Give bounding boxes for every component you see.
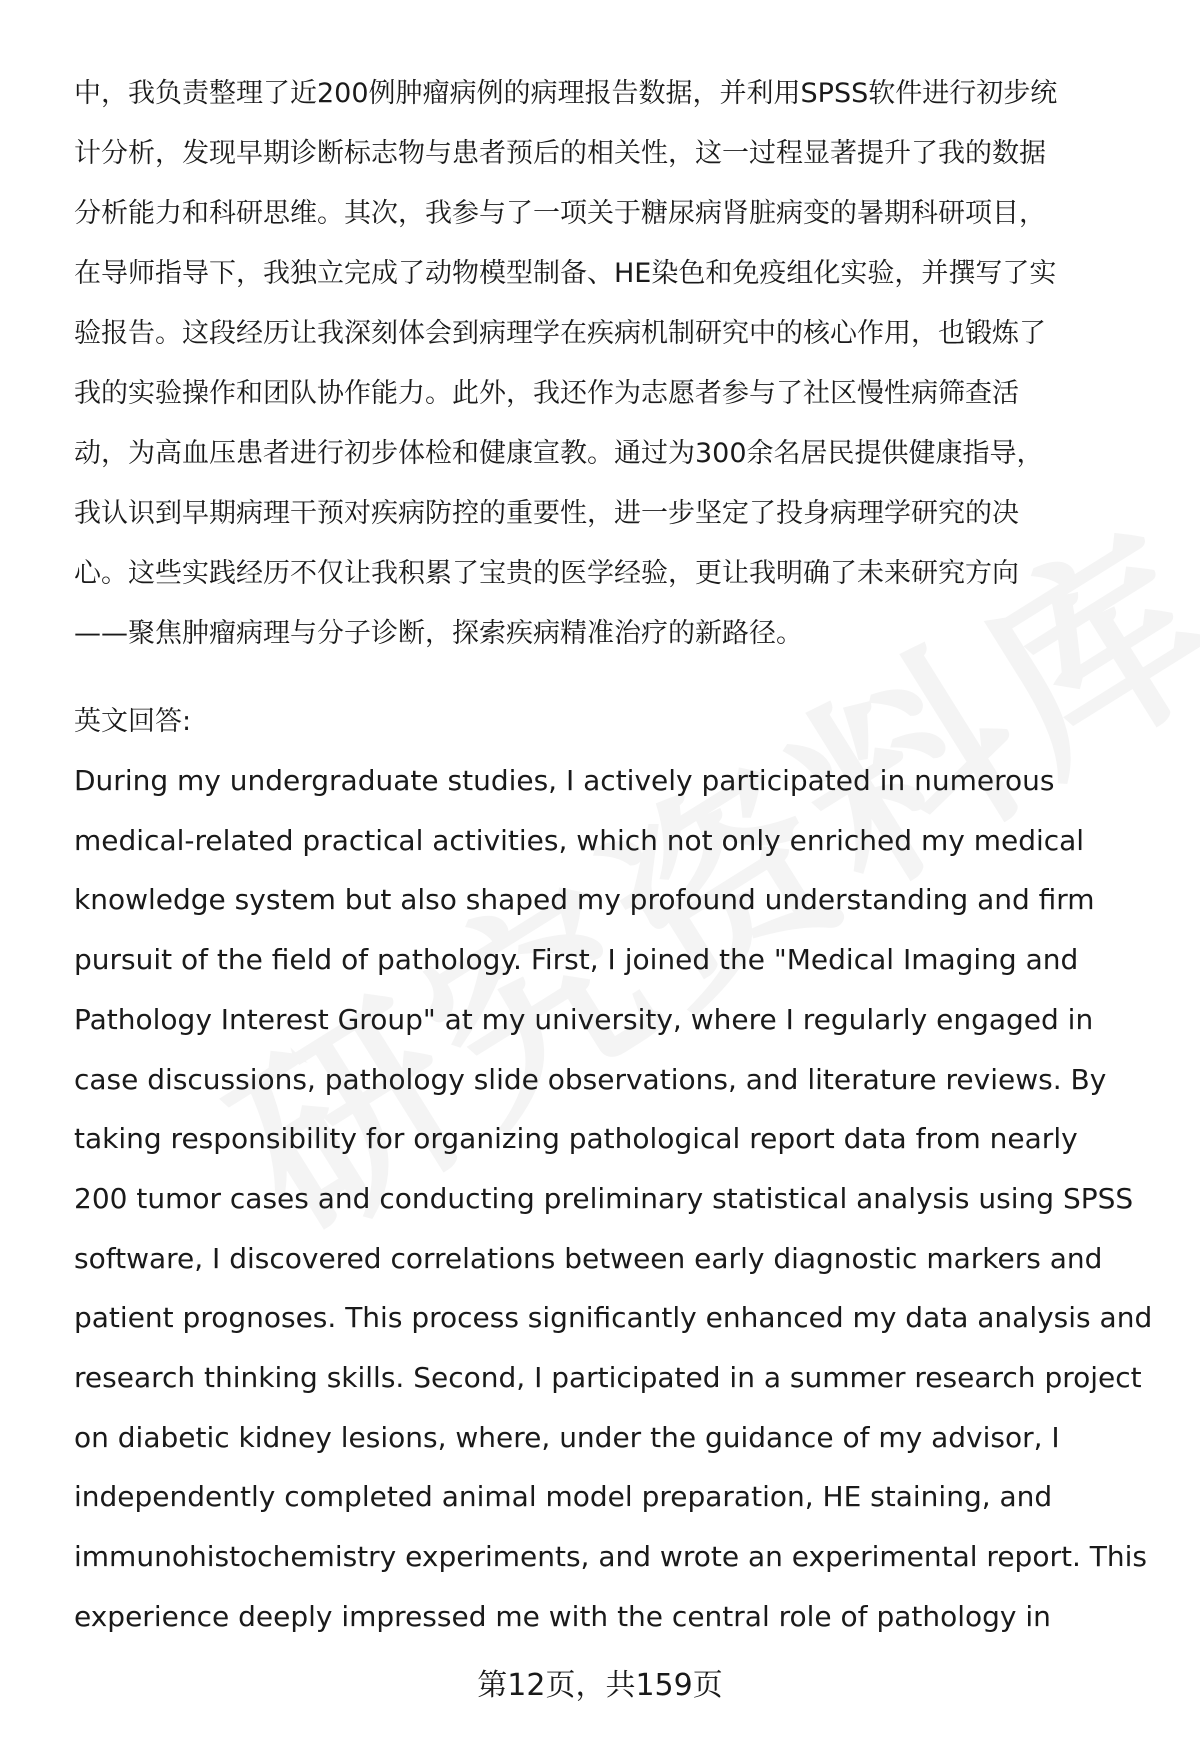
page-number-footer: 第12页，共159页 <box>477 1668 723 1703</box>
paragraph-line: experience deeply impressed me with the central role of pathology in <box>74 1599 1051 1633</box>
paragraph-line: taking responsibility for organizing pathological report data from nearly <box>74 1122 1078 1156</box>
english-answer-label: 英文回答: <box>74 706 192 737</box>
paragraph-line: on diabetic kidney lesions, where, under the guidance of my advisor, I <box>74 1420 1060 1454</box>
paragraph-line: independently completed animal model preparation, HE staining, and <box>74 1480 1053 1514</box>
paragraph-line: knowledge system but also shaped my profound understanding and firm <box>74 883 1095 917</box>
paragraph-line: 在导师指导下，我独立完成了动物模型制备、HE染色和免疫组化实验，并撰写了实 <box>74 258 1057 289</box>
paragraph-line: patient prognoses. This process significantly enhanced my data analysis and <box>74 1301 1153 1335</box>
paragraph-line: 分析能力和科研思维。其次，我参与了一项关于糖尿病肾脏病变的暑期科研项目， <box>74 198 1046 229</box>
paragraph-line: Pathology Interest Group" at my university, where I regularly engaged in <box>74 1002 1094 1036</box>
paragraph-line: ——聚焦肿瘤病理与分子诊断，探索疾病精准治疗的新路径。 <box>74 618 803 649</box>
paragraph-line: 计分析，发现早期诊断标志物与患者预后的相关性，这一过程显著提升了我的数据 <box>74 138 1046 169</box>
paragraph-line: 验报告。这段经历让我深刻体会到病理学在疾病机制研究中的核心作用，也锻炼了 <box>74 318 1046 349</box>
paragraph-line: 动，为高血压患者进行初步体检和健康宣教。通过为300余名居民提供健康指导， <box>74 438 1044 469</box>
english-paragraph <box>74 751 1164 1647</box>
paragraph-line: 心。这些实践经历不仅让我积累了宝贵的医学经验，更让我明确了未来研究方向 <box>74 558 1019 589</box>
paragraph-line: 中，我负责整理了近200例肿瘤病例的病理报告数据，并利用SPSS软件进行初步统 <box>74 78 1058 109</box>
paragraph-line: medical-related practical activities, which not only enriched my medical <box>74 823 1085 857</box>
paragraph-line: pursuit of the field of pathology. First, I joined the "Medical Imaging and <box>74 943 1079 977</box>
paragraph-line: case discussions, pathology slide observations, and literature reviews. By <box>74 1062 1107 1096</box>
paragraph-line: 200 tumor cases and conducting preliminary statistical analysis using SPSS <box>74 1181 1134 1215</box>
chinese-paragraph <box>74 64 1154 664</box>
paragraph-line: 我的实验操作和团队协作能力。此外，我还作为志愿者参与了社区慢性病筛查活 <box>74 378 1019 409</box>
paragraph-line: software, I discovered correlations between early diagnostic markers and <box>74 1241 1103 1275</box>
paragraph-line: research thinking skills. Second, I participated in a summer research project <box>74 1361 1142 1395</box>
paragraph-line: 我认识到早期病理干预对疾病防控的重要性，进一步坚定了投身病理学研究的决 <box>74 498 1019 529</box>
paragraph-line: immunohistochemistry experiments, and wrote an experimental report. This <box>74 1540 1147 1574</box>
paragraph-line: During my undergraduate studies, I actively participated in numerous <box>74 764 1055 797</box>
